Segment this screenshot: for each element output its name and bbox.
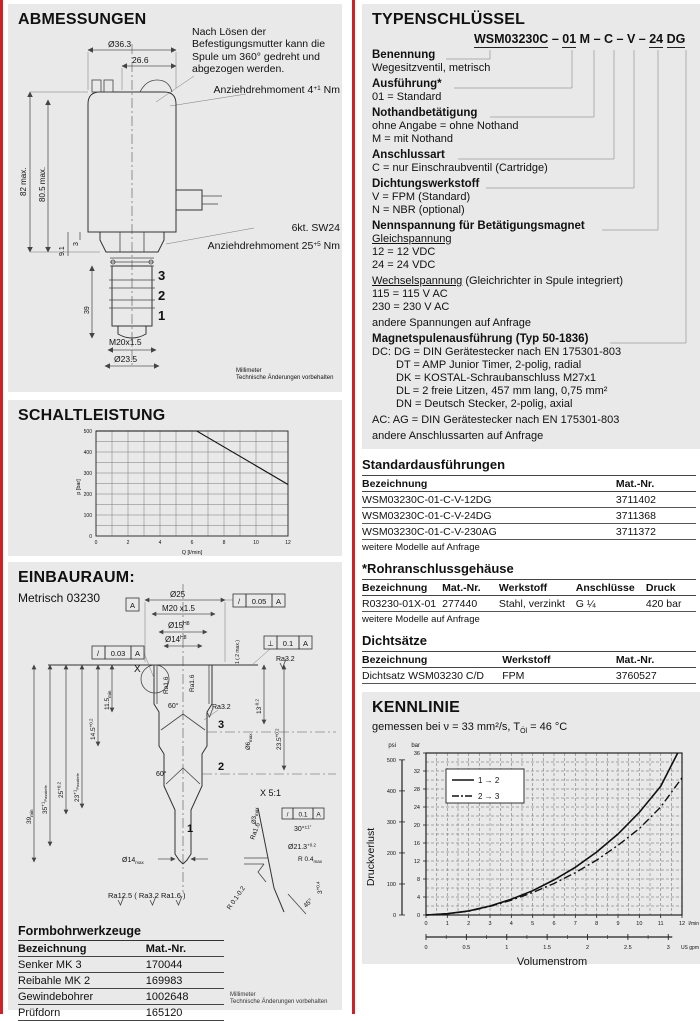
svg-text:5: 5 (531, 921, 535, 928)
svg-text:4: 4 (158, 540, 162, 546)
kennlinie-legend (446, 769, 524, 803)
svg-text:28: 28 (413, 787, 420, 794)
svg-text:8: 8 (222, 540, 226, 546)
tol-01: 0.1 (282, 639, 294, 648)
svg-text:300: 300 (386, 820, 396, 827)
tk-andere-anschluss: andere Anschlussarten auf Anfrage (372, 430, 544, 442)
table-row: WSM03230C-01-C-V-24DG 3711368 (362, 508, 696, 524)
svg-text:100: 100 (83, 513, 92, 519)
svg-text:6: 6 (552, 921, 556, 928)
svg-text:US gpm: US gpm (680, 945, 699, 952)
dim-d14max: $Ø14_{max}$ (122, 857, 144, 865)
deg60-label-1: 60° (168, 703, 179, 710)
svg-text:2: 2 (467, 921, 471, 928)
svg-text:300: 300 (83, 471, 92, 477)
svg-text:200: 200 (386, 851, 396, 858)
detail-ra16: Ra1.6 (249, 821, 262, 841)
t1max-label: 1 (.2 max.) (235, 640, 241, 664)
svg-text:12: 12 (678, 921, 686, 928)
schaltleistung-chart (8, 425, 342, 559)
svg-text:12: 12 (413, 859, 420, 866)
svg-text:1: 1 (445, 921, 449, 928)
dim-thread: M20x1.5 (109, 337, 142, 347)
svg-text:16: 16 (413, 841, 420, 848)
dim-39min: $39_{min}$ (26, 809, 34, 824)
svg-text:l/min: l/min (688, 921, 699, 928)
section-typenschluessel (362, 4, 700, 449)
formbohrwerkzeuge-table (18, 924, 224, 1021)
svg-text:0: 0 (392, 913, 396, 920)
svg-text:psi: psi (388, 743, 396, 750)
einbauraum-footnote: Millimeter Technische Änderungen vorbehalten (230, 992, 328, 1005)
ra32-label-1: Ra3.2 (212, 704, 231, 711)
svg-text:24: 24 (413, 805, 420, 812)
svg-text:12: 12 (285, 540, 291, 546)
tools-title: Formbohrwerkzeuge (18, 924, 141, 938)
detail-x (226, 788, 324, 914)
surface-finish-note: Ra12.5 ( Ra3.2 Ra1.6 ) (108, 891, 186, 900)
dimension-lines (30, 50, 254, 366)
torque-bottom-label: Anziehdrehmoment $25^{+5}$ Nm (207, 240, 340, 252)
table-row: Senker MK 3 170044 (18, 957, 224, 973)
svg-text:8: 8 (595, 921, 599, 928)
kennlinie-title: KENNLINIE (372, 699, 461, 716)
tol-003-datum: A (134, 649, 141, 658)
svg-text:200: 200 (83, 492, 92, 498)
svg-text:0: 0 (89, 534, 92, 540)
tools-col-bezeichnung: Bezeichnung (18, 941, 146, 957)
dim-23-5: $23.5^{+0.2}$ (274, 728, 283, 750)
svg-text:0: 0 (94, 540, 98, 546)
dim-39: 39 (84, 306, 91, 314)
detail-d213: $Ø21.3^{+0.2}$ (288, 842, 316, 851)
svg-text:100: 100 (386, 882, 396, 889)
schaltleistung-plot (84, 429, 291, 546)
perpendicularity-symbol: ⊥ (267, 639, 274, 648)
svg-text:0: 0 (416, 913, 420, 920)
standard-table: Bezeichnung Mat.-Nr. WSM03230C-01-C-V-12DG 3711402 WSM03230C-01-C-V-24DG 3711368 WSM03230C-01-C-V-230AG 3711372 (362, 475, 696, 540)
detail-45deg: 45° (302, 897, 315, 910)
dim-11-5: $11.5_{min}$ (104, 690, 112, 710)
left-accent-bar (0, 0, 3, 1014)
table-row: WSM03230C-01-C-V-12DG 3711402 (362, 492, 696, 508)
svg-text:10: 10 (253, 540, 259, 546)
svg-text:1.5: 1.5 (543, 945, 551, 952)
dim-d23-5: Ø23.5 (114, 354, 138, 364)
table-row: Dichtsatz WSM03230 C/D FPM 3760527 (362, 668, 696, 684)
svg-text:0.5: 0.5 (462, 945, 471, 952)
detail-runout-symbol: / (286, 811, 289, 819)
detail-30deg: 30°$^{\pm 1^\circ}$ (294, 824, 312, 833)
rohr-table: Bezeichnung Mat.-Nr. Werkstoff Anschlüsse Druck R03230-01X-01 277440 Stahl, verzinkt G ¼ 420 bar (362, 579, 696, 612)
dim-13: $13^{-0.2}$ (254, 699, 263, 714)
cavity-port-1: 1 (187, 823, 194, 835)
runout-symbol: / (237, 597, 241, 606)
tol-01-datum: A (302, 639, 309, 648)
svg-text:400: 400 (83, 450, 92, 456)
dim-d14: $Ø14^{H8}$ (165, 635, 187, 644)
dim-m20: M20 x1.5 (162, 604, 195, 613)
table-row: Gewindebohrer 1002648 (18, 989, 224, 1005)
deg60-label-2: 60° (156, 771, 167, 778)
svg-text:2.5: 2.5 (624, 945, 632, 952)
svg-text:0: 0 (424, 921, 428, 928)
dim-14-5: $14.5^{+0.2}$ (88, 718, 97, 740)
dicht-table: Bezeichnung Werkstoff Mat.-Nr. Dichtsatz WSM03230 C/D FPM 3760527 (362, 651, 696, 684)
ra16-label-1: Ra1.6 (163, 676, 170, 694)
tk-wechselspannung: Wechselspannung (Gleichrichter in Spule integriert) 115 = 115 V AC 230 = 230 V AC (372, 275, 624, 313)
section-abmessungen (8, 4, 342, 392)
svg-text:2: 2 (585, 945, 590, 952)
hex-label: 6kt. SW24 (291, 222, 340, 234)
tk-nennspannung: Nennspannung für Betätigungsmagnet Gleichspannung 12 = 12 VDC 24 = 24 VDC (372, 220, 585, 271)
rohr-note: weitere Modelle auf Anfrage (362, 614, 480, 625)
detail-x-marker: X (134, 664, 141, 675)
gdt-frames (92, 594, 312, 659)
detail-r0102: R 0.1-0.2 (225, 885, 247, 912)
ra32-label-2: Ra3.2 (276, 656, 295, 663)
footnote-mm: Millimeter (236, 368, 262, 374)
svg-text:3: 3 (666, 945, 670, 952)
sl-xlabel: Q [l/min] (181, 550, 203, 556)
svg-text:4: 4 (509, 921, 513, 928)
table-row: Reibahle MK 2 169983 (18, 973, 224, 989)
cavity-port-2: 2 (218, 761, 225, 773)
tk-ausfuehrung: Ausführung* 01 = Standard (372, 78, 442, 103)
legend-2-3: 2 → 3 (478, 792, 500, 802)
svg-text:500: 500 (386, 758, 396, 765)
coil-removal-note: Nach Lösen der Befestigungsmutter kann die Spule um 360° gedreht und abgezogen werden. (192, 26, 326, 75)
svg-text:2: 2 (126, 540, 130, 546)
svg-text:10: 10 (636, 921, 643, 928)
rohr-title: *Rohranschlussgehäuse (362, 561, 514, 576)
kennlinie-ylabel: Druckverlust (365, 828, 377, 887)
kennlinie-subtitle: gemessen bei ν = 33 mm²/s, $T_{Öl} = 46$ °C (372, 721, 568, 736)
table-row: WSM03230C-01-C-V-230AG 3711372 (362, 524, 696, 540)
tk-ac: AC: AG = DIN Gerätestecker nach EN 175301-803 (372, 414, 620, 426)
svg-text:36: 36 (413, 751, 420, 758)
detail-3plus: $3^{+0.4}$ (315, 881, 324, 894)
dim-80-5max: 80.5 max. (38, 166, 47, 202)
einbauraum-title: EINBAURAUM: (18, 569, 135, 586)
schaltleistung-title: SCHALTLEISTUNG (18, 407, 166, 424)
section-einbauraum (8, 562, 342, 1019)
runout-symbol-2: / (96, 649, 100, 658)
tk-andere-spannungen: andere Spannungen auf Anfrage (372, 317, 532, 329)
abmessungen-title: ABMESSUNGEN (18, 11, 147, 28)
tol-005-datum: A (275, 597, 282, 606)
cavity-port-3: 3 (218, 719, 225, 731)
svg-text:6: 6 (190, 540, 194, 546)
svg-text:8: 8 (416, 877, 420, 884)
tk-anschlussart: Anschlussart C = nur Einschraubventil (Cartridge) (372, 149, 548, 174)
legend-1-2: 1 → 2 (478, 776, 500, 786)
tk-nothand: Nothandbetätigung ohne Angabe = ohne Nothand M = mit Nothand (372, 107, 519, 145)
valve-body-outline (88, 44, 222, 368)
typenschluessel-title: TYPENSCHLÜSSEL (372, 11, 526, 28)
port-1-label: 1 (158, 308, 166, 323)
detail-tol-01: 0.1 (298, 811, 308, 819)
dim-d36: Ø36.3 (108, 39, 132, 49)
tools-col-matnr: Mat.-Nr. (146, 941, 224, 957)
dim-d25: Ø25 (170, 590, 186, 599)
detail-r04: R $0.4_{max}$ (298, 856, 323, 864)
sl-ylabel: p [bar] (76, 479, 82, 495)
dim-35: $35^{+1}_{Passtiefe}$ (40, 785, 49, 814)
section-schaltleistung (8, 400, 342, 556)
svg-text:bar: bar (411, 743, 420, 750)
svg-text:1: 1 (505, 945, 509, 952)
dim-25: $25^{+0.2}$ (56, 781, 65, 798)
dim-d3max: $Ø3_{max}$ (252, 807, 259, 824)
standard-title: Standardausführungen (362, 457, 506, 472)
port-3-label: 3 (158, 268, 166, 283)
dim-d6max: $Ø6_{max}$ (246, 733, 253, 750)
section-tables (362, 457, 696, 684)
tk-dichtung: Dichtungswerkstoff V = FPM (Standard) N = NBR (optional) (372, 178, 480, 216)
section-kennlinie (362, 692, 700, 969)
torque-top-label: Anziehdrehmoment $4^{+1}$ Nm (213, 84, 340, 96)
svg-text:3: 3 (488, 921, 492, 928)
tk-benennung: Benennung Wegesitzventil, metrisch (372, 49, 491, 74)
datum-a: A (129, 601, 136, 610)
dim-26-6: 26.6 (132, 55, 149, 65)
svg-text:11: 11 (657, 921, 664, 928)
svg-text:400: 400 (386, 789, 396, 796)
dim-d15: $Ø15^{H8}$ (168, 621, 190, 630)
detail-x-title: X 5:1 (260, 788, 282, 798)
svg-text:32: 32 (413, 769, 420, 776)
svg-text:0: 0 (424, 945, 428, 952)
svg-text:9: 9 (616, 921, 620, 928)
detail-tol-datum: A (316, 811, 321, 819)
tol-003: 0.03 (110, 649, 126, 658)
kennlinie-chart (362, 737, 700, 969)
type-code: WSM03230C – 01 M – C – V – 24 DG (474, 32, 686, 46)
kennlinie-plot (387, 743, 699, 951)
tol-005: 0.05 (251, 597, 267, 606)
ra16-label-2: Ra1.6 (189, 674, 196, 692)
tk-magnetspule: Magnetspulenausführung (Typ 50-1836) DC: DG = DIN Gerätestecker nach EN 175301-803 DT = AMP Junior Timer, 2-polig, radial DK = KOSTAL-Schraubanschluss M27x1 DL = 2 freie Litzen, 457 mm lang, 0,75 mm² DN = Deutsch Stecker, 2-polig, axial (372, 333, 622, 410)
table-row: R03230-01X-01 277440 Stahl, verzinkt G ¼ 420 bar (362, 596, 696, 612)
svg-text:4: 4 (416, 895, 420, 902)
svg-text:500: 500 (83, 429, 92, 435)
right-column (362, 4, 700, 969)
dicht-title: Dichtsätze (362, 633, 428, 648)
footnote-changes: Technische Änderungen vorbehalten (236, 375, 334, 381)
standard-note: weitere Modelle auf Anfrage (362, 542, 480, 553)
svg-text:7: 7 (573, 921, 577, 928)
dim-82max: 82 max. (19, 167, 28, 196)
kennlinie-xlabel: Volumenstrom (516, 956, 588, 969)
dim-3: 3 (73, 242, 80, 246)
dim-9-1: 9.1 (59, 246, 66, 256)
table-row: Prüfdorn 165120 (18, 1005, 224, 1021)
svg-text:20: 20 (413, 823, 420, 830)
port-2-label: 2 (158, 288, 166, 303)
dim-23: $23^{+1}_{Passtiefe}$ (72, 773, 81, 802)
einbauraum-subtitle: Metrisch 03230 (18, 591, 101, 605)
valve-dimension-drawing (8, 4, 342, 392)
middle-accent-bar (352, 0, 355, 1014)
